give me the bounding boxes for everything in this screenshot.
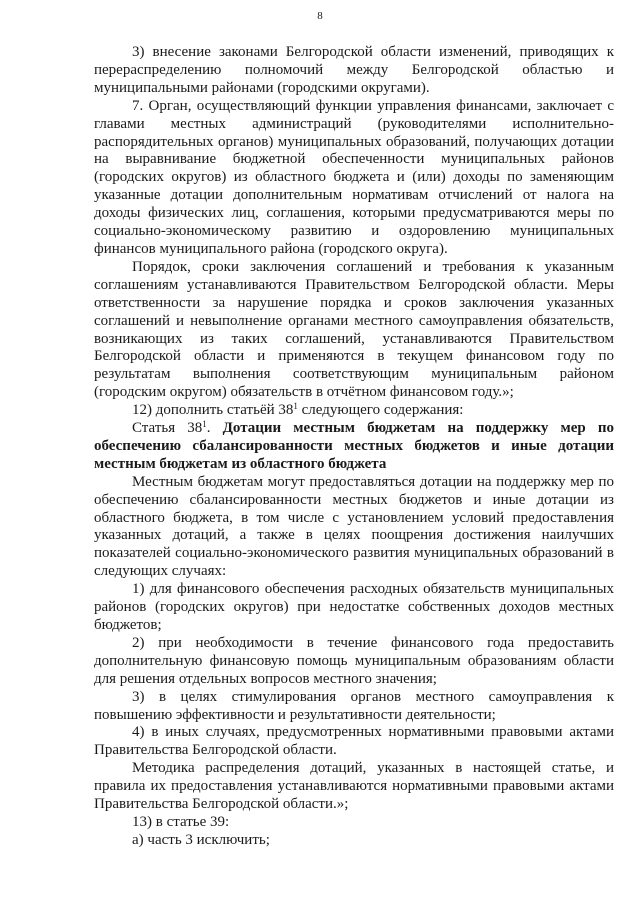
article-period: . bbox=[206, 420, 223, 437]
paragraph-methodology: Методика распределения дотаций, указанных в настоящей статье, и правила их предоставления устанавливаются нормативными правовыми актами Правительства Белгородской области.»; bbox=[94, 760, 614, 813]
paragraph-item-13: 13) в статье 39: bbox=[132, 813, 230, 830]
document-body bbox=[94, 44, 614, 850]
paragraph-item-3: 3) внесение законами Белгородской области изменений, приводящих к перераспределению полномочий между Белгородской областью и муниципальными районами (городскими округами). bbox=[94, 44, 614, 96]
paragraph-subitem-a: а) часть 3 исключить; bbox=[132, 831, 270, 848]
list-item-1: 1) для финансового обеспечения расходных обязательств муниципальных районов (городских округов) при недостатке собственных доходов местных бюджетов; bbox=[94, 581, 614, 633]
article-title: Дотации местным бюджетам на поддержку мер по обеспечению сбалансированности местных бюджетов и иные дотации местным бюджетам из областного бюджета bbox=[94, 420, 614, 472]
item-12-text: 12) дополнить статьёй 38 bbox=[132, 402, 294, 419]
paragraph-procedure: Порядок, сроки заключения соглашений и требования к указанным соглашениям устанавливаются Правительством Белгородской области. Меры ответственности за нарушение порядка и сроков заключения указанных соглашений и невыполнение органами местного самоуправления обязательств, возникающих из таких соглашений, устанавливаются Правительством Белгородской области и применяются в текущем финансовом году по результатам выполнения соответствующим муниципальным районом (городским округом) обязательств в отчётном финансовом году.»; bbox=[94, 258, 614, 401]
article-superscript: 1 bbox=[202, 419, 207, 430]
article-heading bbox=[94, 420, 614, 474]
paragraph-point-7: 7. Орган, осуществляющий функции управления финансами, заключает с главами местных администраций (руководителями исполнительно-распорядительных органов) муниципальных образований, получающих дотации на выравнивание бюджетной обеспеченности муниципальных районов (городских округов) из областного бюджета и (или) доходы по заменяющим указанные дотации дополнительным нормативам отчислений от налога на доходы физических лиц, соглашения, которыми предусматриваются меры по социально-экономическому развитию и оздоровлению муниципальных финансов муниципального района (городского округа). bbox=[94, 97, 614, 257]
article-number: Статья 38 bbox=[132, 420, 203, 437]
list-item-4: 4) в иных случаях, предусмотренных нормативными правовыми актами Правительства Белгородской области. bbox=[94, 724, 614, 759]
list-item-2: 2) при необходимости в течение финансового года предоставить дополнительную финансовую помощь муниципальным образованиям области для решения отдельных вопросов местного значения; bbox=[94, 634, 614, 687]
item-12-text-end: следующего содержания: bbox=[297, 402, 464, 419]
page-number: 8 bbox=[317, 10, 323, 22]
paragraph-item-12 bbox=[94, 402, 614, 420]
item-12-superscript: 1 bbox=[293, 401, 298, 412]
paragraph-grants-intro: Местным бюджетам могут предоставляться дотации на поддержку мер по обеспечению сбалансированности местных бюджетов и иные дотации из областного бюджета, в том числе с установлением условий предоставления указанных дотаций, а также в целях поощрения достижения наилучших показателей социально-экономического развития муниципальных образований в следующих случаях: bbox=[94, 473, 614, 580]
list-item-3: 3) в целях стимулирования органов местного самоуправления к повышению эффективности и результативности деятельности; bbox=[94, 688, 614, 723]
